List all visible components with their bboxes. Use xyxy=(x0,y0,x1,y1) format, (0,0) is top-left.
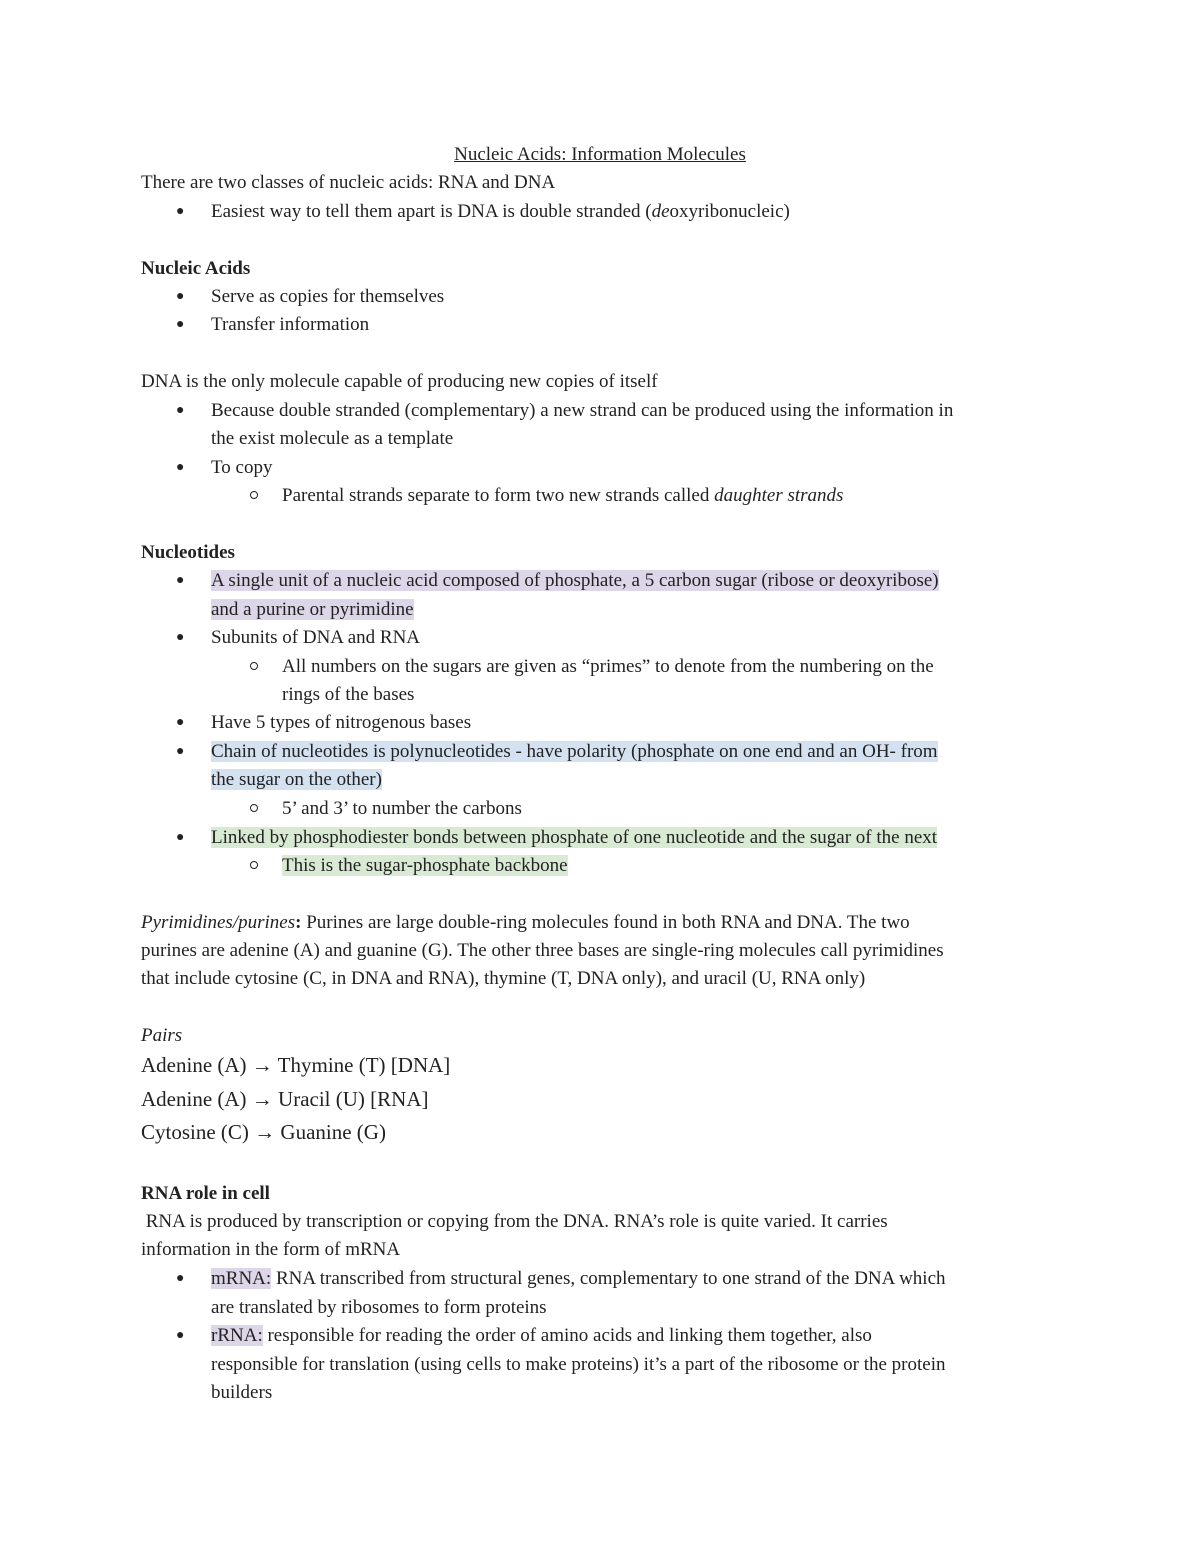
section-heading-rna-role: RNA role in cell xyxy=(141,1183,270,1204)
pyrimidines-line: purines are adenine (A) and guanine (G). The other three bases are single-ring molecules call pyrimidines xyxy=(141,940,944,961)
list-item xyxy=(211,739,938,765)
sub-list-item: Parental strands separate to form two new strands called daughter strands xyxy=(282,485,844,506)
pyrimidines-line: that include cytosine (C, in DNA and RNA), thymine (T, DNA only), and uracil (U, RNA only) xyxy=(141,968,866,989)
pairs-label: Pairs xyxy=(141,1025,183,1046)
bullet-icon: ● xyxy=(176,715,185,730)
sub-list-item: All numbers on the sugars are given as “primes” to denote from the numbering on the xyxy=(282,656,934,677)
pair-item: Adenine (A) → Thymine (T) [DNA] xyxy=(141,1053,451,1077)
list-item: Have 5 types of nitrogenous bases xyxy=(211,712,472,733)
page-title: Nucleic Acids: Information Molecules xyxy=(454,144,746,165)
pair-item: Cytosine (C) → Guanine (G) xyxy=(141,1120,386,1144)
list-item-continued xyxy=(211,597,414,623)
list-item xyxy=(211,568,939,594)
bullet-icon: ● xyxy=(176,830,185,845)
intro-line: There are two classes of nucleic acids: RNA and DNA xyxy=(141,172,556,193)
section-heading-nucleic-acids: Nucleic Acids xyxy=(141,258,251,279)
rna-role-paragraph: information in the form of mRNA xyxy=(141,1239,401,1260)
sub-bullet-icon xyxy=(250,491,258,499)
list-item-continued: are translated by ribosomes to form proteins xyxy=(211,1297,547,1318)
bullet-icon: ● xyxy=(176,573,185,588)
list-item-continued: builders xyxy=(211,1382,273,1403)
sub-bullet-icon xyxy=(250,804,258,812)
sub-list-item-continued: rings of the bases xyxy=(282,684,415,705)
highlight: This is the sugar-phosphate backbone xyxy=(282,855,568,876)
bullet-icon: ● xyxy=(176,744,185,759)
bullet-icon: ● xyxy=(176,317,185,332)
list-item xyxy=(211,825,937,851)
list-item: Serve as copies for themselves xyxy=(211,286,445,307)
bullet-icon: ● xyxy=(176,403,185,418)
list-item: mRNA: RNA transcribed from structural genes, complementary to one strand of the DNA which xyxy=(211,1268,946,1289)
bullet-icon: ● xyxy=(176,204,185,219)
list-item: To copy xyxy=(211,457,273,478)
sub-bullet-icon xyxy=(250,861,258,869)
list-item: Because double stranded (complementary) a new strand can be produced using the information in xyxy=(211,400,954,421)
list-item: Transfer information xyxy=(211,314,370,335)
sub-list-item xyxy=(282,853,568,879)
intro-bullet: Easiest way to tell them apart is DNA is double stranded (deoxyribonucleic) xyxy=(211,201,790,222)
list-item-continued xyxy=(211,767,382,793)
list-item-continued: responsible for translation (using cells to make proteins) it’s a part of the ribosome or the protein xyxy=(211,1354,946,1375)
highlight: rRNA: xyxy=(211,1325,263,1346)
pyrimidines-line: Pyrimidines/purines: Purines are large double-ring molecules found in both RNA and DNA. The two xyxy=(141,912,910,933)
highlight: the sugar on the other) xyxy=(211,769,382,790)
pair-item: Adenine (A) → Uracil (U) [RNA] xyxy=(141,1087,429,1111)
highlight: mRNA: xyxy=(211,1268,272,1289)
bullet-icon: ● xyxy=(176,1271,185,1286)
sub-bullet-icon xyxy=(250,662,258,670)
bullet-icon: ● xyxy=(176,460,185,475)
highlight: Linked by phosphodiester bonds between phosphate of one nucleotide and the sugar of the next xyxy=(211,827,938,848)
section-heading-nucleotides: Nucleotides xyxy=(141,542,235,563)
bullet-icon: ● xyxy=(176,630,185,645)
rna-role-paragraph: RNA is produced by transcription or copying from the DNA. RNA’s role is quite varied. It carries xyxy=(141,1211,888,1232)
highlight: and a purine or pyrimidine xyxy=(211,599,414,620)
sub-list-item: 5’ and 3’ to number the carbons xyxy=(282,798,522,819)
list-item: rRNA: responsible for reading the order of amino acids and linking them together, also xyxy=(211,1325,872,1346)
bullet-icon: ● xyxy=(176,1328,185,1343)
list-item: Subunits of DNA and RNA xyxy=(211,627,421,648)
list-item-continued: the exist molecule as a template xyxy=(211,428,454,449)
dna-copy-line: DNA is the only molecule capable of producing new copies of itself xyxy=(141,371,658,392)
highlight: A single unit of a nucleic acid composed of phosphate, a 5 carbon sugar (ribose or deoxyribose) xyxy=(211,570,939,591)
bullet-icon: ● xyxy=(176,289,185,304)
highlight: Chain of nucleotides is polynucleotides - have polarity (phosphate on one end and an OH- from xyxy=(211,741,938,762)
